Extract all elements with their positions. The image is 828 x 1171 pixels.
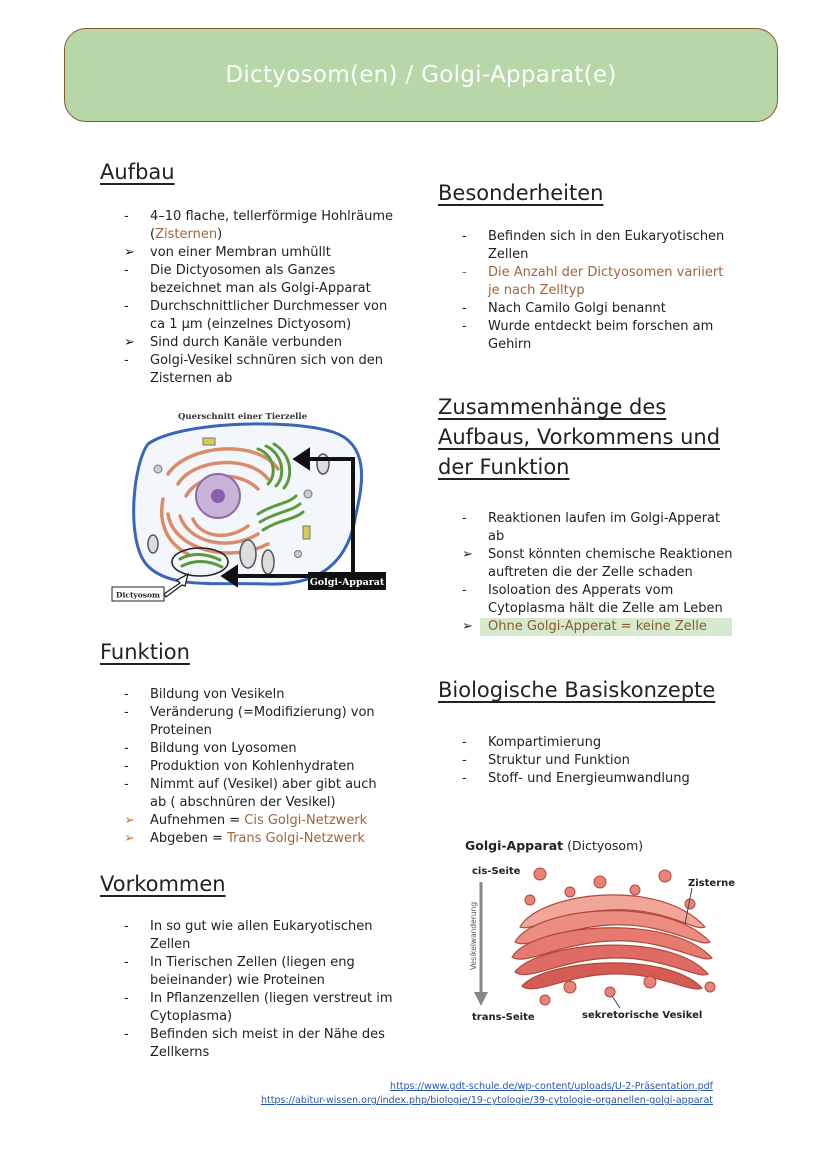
source-link[interactable]: https://abitur-wissen.org/index.php/biologie/19-cytologie/39-cytologie-organellen-golgi-apparat [260,1095,713,1106]
list-item: ➢ Ohne Golgi-Apperat = keine Zelle [462,618,734,636]
dictyosom-label: Dictyosom [116,590,160,600]
vesicle [304,490,312,498]
list-item: - In so gut wie allen Eukaryotischen Zellen [124,919,373,952]
list-item: - Die Dictyosomen als Ganzes bezeichnet man als Golgi-Apparat [124,263,371,296]
trans-label: trans-Seite [472,1012,535,1023]
source-links [261,1080,713,1108]
zusammenhaenge-heading: Zusammenhänge des Aufbaus, Vorkommens und der Funktion [438,395,721,479]
funktion-heading: Funktion [100,640,190,664]
vesikel-label: sekretorische Vesikel [582,1010,703,1021]
cell-figure-title: Querschnitt einer Tierzelle [178,412,308,422]
centriole [203,438,215,445]
golgi-apparat-label: Golgi-Apparat [309,577,385,588]
list-item: - Golgi-Vesikel schnüren sich von den Zisternen ab [124,353,383,386]
mitochondrion [148,535,158,553]
list-item: ➢ Aufnehmen = Cis Golgi-Netzwerk [124,813,368,828]
list-item: ➢ Sind durch Kanäle verbunden [124,335,343,350]
arrow-down-icon [474,992,488,1006]
list-item: - 4–10 flache, tellerförmige Hohlräume (Zisternen) [124,209,394,242]
aufbau-heading: Aufbau [100,160,175,184]
wanderung-label: Vesikelwanderung [469,901,478,970]
cis-label: cis-Seite [472,866,521,877]
besonderheiten-list [462,228,732,354]
source-link[interactable]: https://www.gdt-schule.de/wp-content/uploads/U-2-Präsentation.pdf [390,1081,713,1092]
list-item: - Struktur und Funktion [462,753,630,768]
page-title: Dictyosom(en) / Golgi-Apparat(e) [225,62,617,88]
list-item: - Bildung von Lyosomen [124,741,297,756]
zisterne-label: Zisterne [688,878,736,889]
mitochondrion [240,540,256,568]
list-item: - Wurde entdeckt beim forschen am Gehirn [462,319,714,352]
centriole [303,526,310,539]
vorkommen-heading: Vorkommen [100,872,226,896]
vorkommen-list [124,918,394,1062]
animal-cell-figure [108,404,393,604]
list-item: - In Pflanzenzellen (liegen verstreut im Cytoplasma) [124,991,393,1024]
list-item: - Nach Camilo Golgi benannt [462,301,666,316]
zusammenhaenge-list [462,510,734,636]
key-statement: Ohne Golgi-Apperat = keine Zelle [480,618,732,636]
list-item: ➢ von einer Membran umhüllt [124,245,331,260]
golgi-figure-title-normal: (Dictyosom) [563,838,644,853]
besonderheiten-heading: Besonderheiten [438,181,604,205]
list-item: ➢ Abgeben = Trans Golgi-Netzwerk [124,831,365,846]
list-item: ➢ Sonst könnten chemische Reaktionen auftreten die der Zelle schaden [462,547,733,580]
list-item: - Befinden sich meist in der Nähe des Zellkerns [124,1027,385,1060]
list-item: - Bildung von Vesikeln [124,687,285,702]
list-item: - Die Anzahl der Dictyosomen variiert je nach Zelltyp [462,265,724,298]
list-item: - Nimmt auf (Vesikel) aber gibt auch ab ( abschnüren der Vesikel) [124,777,377,810]
golgi-cisternae [512,895,712,989]
list-item: - Stoff- und Energieumwandlung [462,771,690,786]
aufbau-list [124,208,394,388]
list-item: - Durchschnittlicher Durchmesser von ca 1 µm (einzelnes Dictyosom) [124,299,388,332]
title-banner [64,28,778,122]
list-item: - Kompartimierung [462,735,602,750]
list-item: - Reaktionen laufen im Golgi-Apperat ab [462,511,721,544]
golgi-figure-title-bold: Golgi-Apparat [465,838,564,853]
vesicle [295,551,302,558]
list-item: - Produktion von Kohlenhydraten [124,759,355,774]
golgi-apparat-figure [460,832,750,1032]
list-item: - In Tierischen Zellen (liegen eng beieinander) wie Proteinen [124,955,355,988]
svg-text:Golgi-Apparat (Dictyosom) [465,838,643,853]
mitochondrion [262,550,274,574]
basiskonzepte-list [462,734,732,788]
list-item: - Befinden sich in den Eukaryotischen Zellen [462,229,725,262]
funktion-list [124,686,394,848]
nucleolus [211,489,225,503]
vesicle [154,465,162,473]
list-item: - Veränderung (=Modifizierung) von Proteinen [124,705,375,738]
list-item: - Isoloation des Apperats vom Cytoplasma hält die Zelle am Leben [462,583,723,616]
basiskonzepte-heading: Biologische Basiskonzepte [438,678,716,702]
